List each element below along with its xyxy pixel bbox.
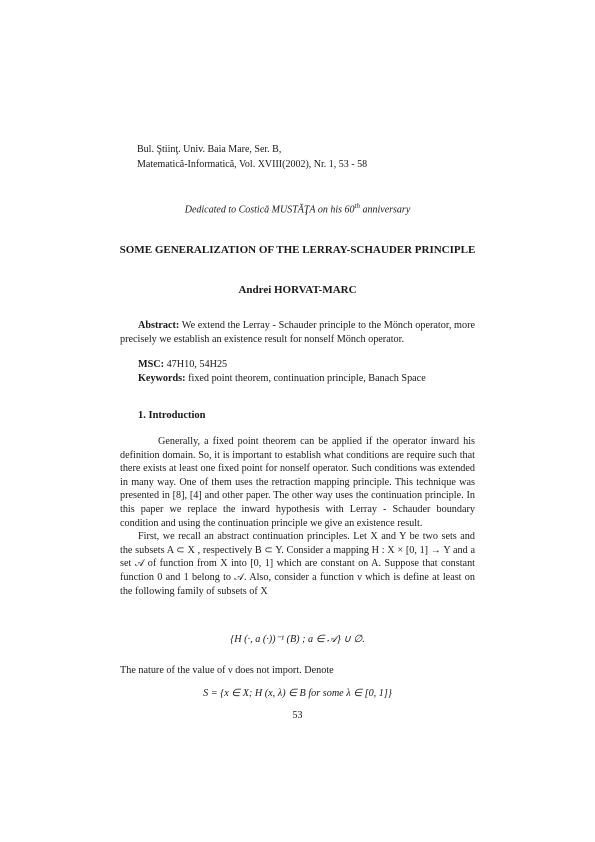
section-heading: 1. Introduction [138, 410, 206, 421]
paragraph-1: Generally, a fixed point theorem can be applied if the operator inward his definition domain. So, it is important to establish what conditions are require such that there exists at least one fixed point for nonself operator. Such conditions was extended in many way. One of them uses the retraction mapping principle. This technique was presented in [8], [4] and other paper. The other way uses the continuation principle. In this paper we replace the inward hypothesis with Lerray - Schauder boundary condition and using the continuation principle we give an existence result. [120, 436, 475, 529]
abstract-label: Abstract: [138, 320, 180, 331]
introduction-body [120, 435, 475, 598]
msc-line [138, 359, 227, 370]
keywords-label: Keywords: [138, 373, 186, 384]
paper-author: Andrei HORVAT-MARC [238, 284, 357, 296]
paragraph-2: First, we recall an abstract continuation principles. Let X and Y be two sets and the subsets A ⊂ X , respectively B ⊂ Y. Consider a mapping H : X × [0, 1] → Y and a set 𝒜 of function from X into [0, 1] which are constant on A. Suppose that constant function 0 and 1 belong to 𝒜. Also, consider a function ν which is define at least on the following family of subsets of X [120, 531, 475, 597]
journal-header [137, 142, 367, 172]
dedication-text: Dedicated to Costică MUSTĂŢA on his 60 [184, 204, 355, 216]
journal-header-line-2: Matematică-Informatică, Vol. XVIII(2002), Nr. 1, 53 - 58 [137, 159, 368, 170]
paper-title: SOME GENERALIZATION OF THE LERRAY-SCHAUDER PRINCIPLE [119, 244, 476, 256]
msc-codes: 47H10, 54H25 [164, 359, 228, 370]
keywords-line [138, 373, 426, 384]
keywords-text: fixed point theorem, continuation principle, Banach Space [185, 373, 426, 384]
page-number: 53 [292, 710, 303, 721]
abstract [120, 319, 475, 346]
dedication-superscript: th [354, 202, 360, 210]
journal-header-line-1: Bul. Ştiinţ. Univ. Baia Mare, Ser. B, [137, 144, 282, 155]
msc-label: MSC: [138, 359, 165, 370]
formula-set-s: S = {x ∈ X; H (x, λ) ∈ B for some λ ∈ [0, 1]} [203, 688, 392, 699]
dedication [0, 202, 595, 215]
paragraph-3: The nature of the value of ν does not import. Denote [120, 665, 334, 676]
formula-family: {H (·, a (·))⁻¹ (B) ; a ∈ 𝒜} ∪ ∅. [230, 634, 365, 645]
abstract-text: We extend the Lerray - Schauder principle to the Mönch operator, more precisely we establish an existence result for nonself Mönch operator. [120, 320, 475, 345]
dedication-tail: anniversary [359, 204, 411, 216]
